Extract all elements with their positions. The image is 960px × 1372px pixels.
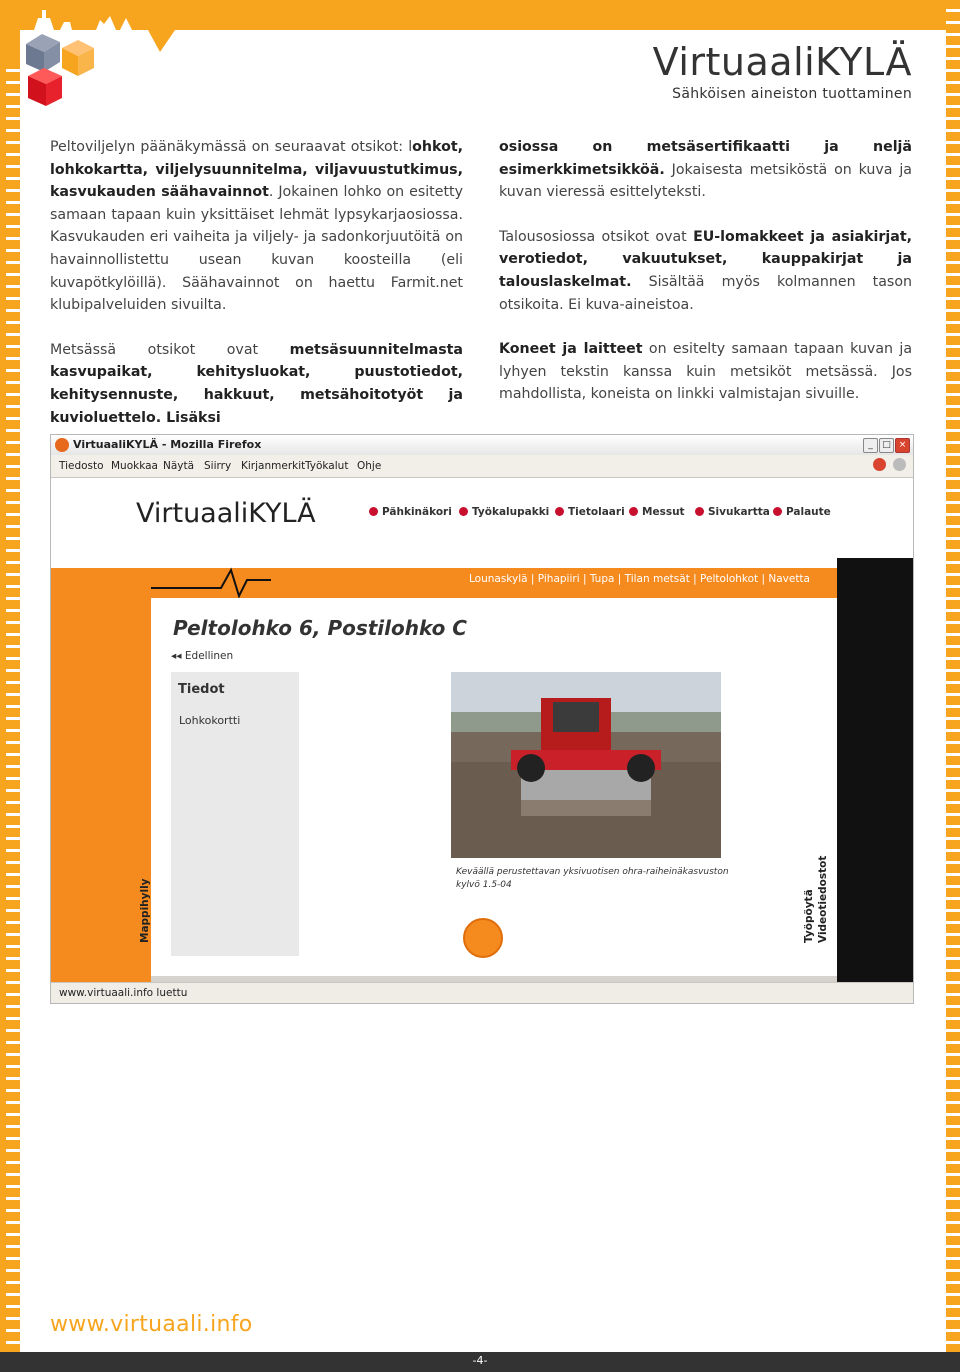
nav-dot-icon	[773, 507, 782, 516]
menu-item-edit[interactable]: Muokkaa	[111, 460, 158, 472]
orange-left-panel	[51, 568, 151, 998]
maximize-icon[interactable]: □	[879, 438, 894, 453]
menu-item-file[interactable]: Tiedosto	[59, 460, 104, 472]
text-span: . Jokainen lohko on esitetty samaan tapaan kuin yksittäiset lehmät lypsykarjaosiossa. Kasvukauden eri vaiheita ja viljely- ja sadonkorjuutöitä on havainnollistettu usean kuvan koosteilla (eli kuvapötkylöillä). Säähavainnot on haettu Farmit.net klubipalveluiden sivuilta.	[50, 184, 463, 314]
nav-label: Messut	[642, 506, 685, 518]
side-menu-item-lohkokortti[interactable]: Lohkokortti	[179, 714, 241, 727]
status-bar	[51, 982, 913, 1004]
close-icon[interactable]: ×	[895, 438, 910, 453]
bold-span: osiossa on metsäsertifikaatti ja neljä esimerkkimetsikköä.	[499, 139, 912, 178]
throbber-icon	[893, 458, 906, 471]
heartbeat-line-graphic	[151, 558, 271, 598]
status-text: www.virtuaali.info luettu	[59, 987, 188, 999]
menu-item-tools[interactable]: Työkalut	[305, 460, 349, 472]
back-link[interactable]	[171, 650, 233, 662]
site-title: VirtuaaliKYLÄ	[136, 498, 316, 529]
minimize-icon[interactable]: _	[863, 438, 878, 453]
menu-item-bookmarks[interactable]: Kirjanmerkit	[241, 460, 306, 472]
paragraph-koneet	[499, 338, 912, 406]
firefox-icon	[55, 438, 69, 452]
nav-label: Sivukartta	[708, 506, 770, 518]
back-arrow-icon: ◂◂	[171, 650, 185, 662]
photo-caption: Keväällä perustettavan yksivuotisen ohra-raiheinäkasvuston kylvö 1.5-04	[456, 867, 729, 890]
left-border-edge	[0, 0, 6, 1352]
paragraph-metsa	[50, 339, 463, 429]
nav-dot-icon	[459, 507, 468, 516]
nav-pahkinakori[interactable]	[369, 506, 452, 518]
nav-label: Palaute	[786, 506, 831, 518]
header-subtitle: Sähköisen aineiston tuottaminen	[672, 86, 912, 102]
menu-bar	[51, 455, 913, 478]
stop-icon[interactable]	[873, 458, 886, 471]
back-label: Edellinen	[184, 650, 234, 662]
window-title: VirtuaaliKYLÄ - Mozilla Firefox	[73, 438, 262, 451]
page-number: -4-	[472, 1354, 488, 1367]
nav-dot-icon	[555, 507, 564, 516]
left-column	[50, 136, 463, 451]
tractor-photo	[451, 672, 721, 858]
bold-span: metsäsuunnitelmasta kasvupaikat, kehitysluokat, puustotiedot, kehitysennuste, hakkuut, metsähoitotyöt ja kuvioluettelo. Lisäksi	[50, 341, 463, 426]
menu-item-go[interactable]: Siirry	[204, 460, 232, 472]
content-area	[151, 598, 797, 958]
nav-label: Tietolaari	[568, 506, 625, 518]
nav-tyokalupakki[interactable]	[459, 506, 549, 518]
nav-tietolaari[interactable]	[555, 506, 625, 518]
paragraph-metsa-cont	[499, 136, 912, 204]
nav-label: Pähkinäkori	[382, 506, 452, 518]
nav-sivukartta[interactable]	[695, 506, 770, 518]
bold-span: Koneet ja laitteet	[499, 341, 643, 358]
nav-messut[interactable]	[629, 506, 685, 518]
vertical-tab-videotiedostot[interactable]: Videotiedostot	[817, 855, 829, 943]
side-menu-title: Tiedot	[178, 682, 225, 697]
text-span: Jokaisesta metsiköstä on kuva ja kuvan vieressä esittelyteksti.	[499, 161, 912, 201]
nav-palaute[interactable]	[773, 506, 831, 518]
menu-item-view[interactable]: Näytä	[163, 460, 195, 472]
nav-dot-icon	[369, 507, 378, 516]
menu-item-help[interactable]: Ohje	[357, 460, 382, 472]
web-page	[51, 478, 913, 976]
nav-dot-icon	[695, 507, 704, 516]
right-border	[946, 0, 960, 1352]
paragraph-talous	[499, 226, 912, 316]
side-menu	[171, 672, 299, 956]
navigation-control-icon[interactable]	[463, 918, 503, 958]
nav-dot-icon	[629, 507, 638, 516]
browser-screenshot	[50, 434, 914, 1004]
cube-logo	[22, 30, 102, 110]
page-heading: Peltolohko 6, Postilohko C	[173, 616, 467, 640]
text-span: Peltoviljelyn päänäkymässä on seuraavat otsikot: l	[50, 139, 413, 155]
text-span: on esitelty samaan tapaan kuvan ja lyhyen tekstin kanssa kuin metsiköt metsässä. Jos mahdollista, koneista on linkki valmistajan sivuille.	[499, 341, 913, 403]
paragraph-peltoviljely	[50, 136, 463, 317]
header-title: VirtuaaliKYLÄ	[652, 40, 912, 84]
footer-url[interactable]: www.virtuaali.info	[50, 1312, 253, 1337]
text-span: Talousosiossa otsikot ovat	[499, 228, 694, 245]
bold-span: ohkot, lohkokartta, viljelysuunnitelma, viljavuustutkimus, kasvukauden säähavainnot	[50, 139, 463, 201]
bold-span: EU-lomakkeet ja asiakirjat, verotiedot, vakuutukset, kauppakirjat ja talouslaskelmat.	[499, 228, 912, 290]
breadcrumb[interactable]: Lounaskylä | Pihapiiri | Tupa | Tilan metsät | Peltolohkot | Navetta	[469, 573, 810, 585]
black-right-panel	[837, 558, 913, 998]
window-titlebar	[51, 435, 913, 455]
text-span: Sisältää myös kolmannen tason otsikoita. Ei kuva-aineistoa.	[499, 273, 912, 313]
nav-label: Työkalupakki	[472, 506, 550, 518]
vertical-tab-mappihylly[interactable]: Mappihylly	[139, 878, 151, 943]
right-column	[499, 136, 912, 428]
text-span: Metsässä otsikot ovat	[50, 341, 290, 358]
vertical-tab-tyopoyta[interactable]: Työpöytä	[803, 889, 815, 943]
